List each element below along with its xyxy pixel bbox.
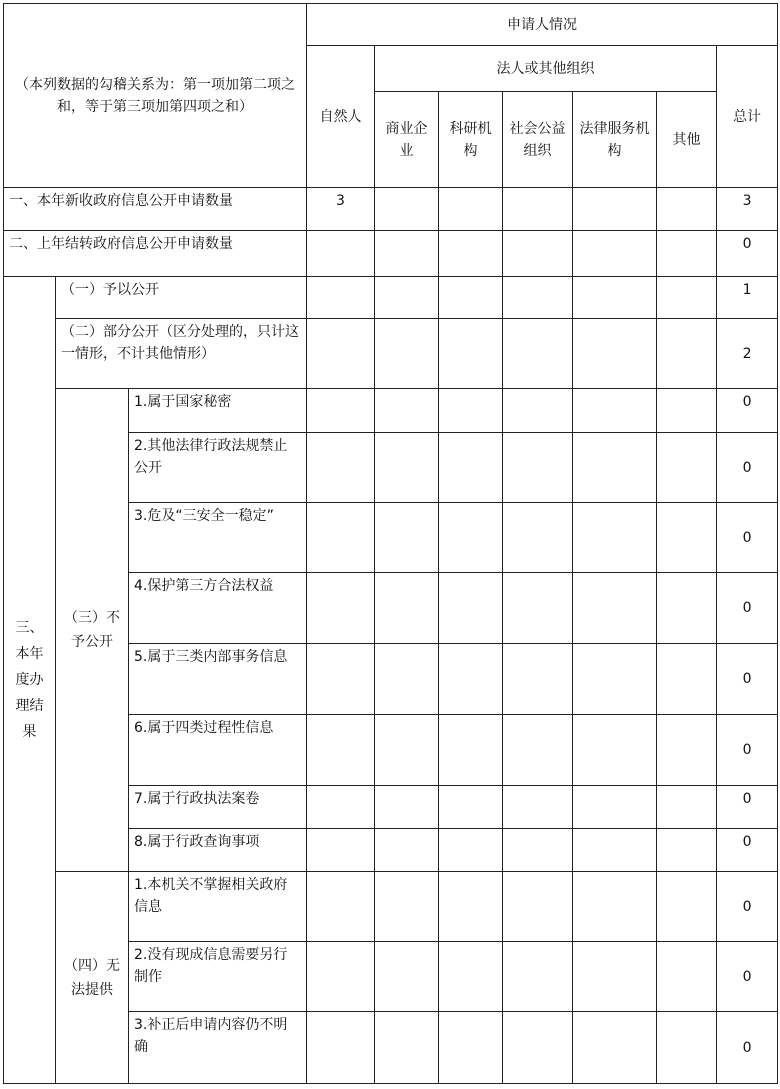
cell-total: 0 — [717, 829, 778, 872]
cell-empty — [503, 644, 573, 715]
cell-total: 2 — [717, 319, 778, 389]
cell-empty — [503, 319, 573, 389]
row-label: 一、本年新收政府信息公开申请数量 — [4, 188, 307, 231]
cell-empty — [503, 231, 573, 277]
cell-empty — [375, 573, 439, 644]
header-total: 总计 — [717, 46, 778, 188]
cell-total: 0 — [717, 433, 778, 503]
cell-empty — [307, 433, 375, 503]
cell-empty — [657, 942, 717, 1012]
cell-total: 0 — [717, 573, 778, 644]
header-research: 科研机构 — [439, 92, 503, 188]
cell-empty — [439, 389, 503, 433]
cell-empty — [573, 942, 657, 1012]
cell-total: 0 — [717, 942, 778, 1012]
cell-empty — [503, 277, 573, 319]
row-label: （二）部分公开（区分处理的，只计这一情形，不计其他情形） — [56, 319, 307, 389]
header-applicant: 申请人情况 — [307, 4, 778, 46]
cell-empty — [573, 433, 657, 503]
cell-empty — [503, 715, 573, 786]
cell-empty — [439, 503, 503, 573]
cell-empty — [307, 644, 375, 715]
row-label: 7.属于行政执法案卷 — [129, 786, 307, 829]
cell-empty — [375, 829, 439, 872]
cell-total: 1 — [717, 277, 778, 319]
cell-total: 0 — [717, 872, 778, 942]
cell-total: 0 — [717, 644, 778, 715]
cell-empty — [503, 942, 573, 1012]
cell-empty — [657, 786, 717, 829]
cell-empty — [439, 277, 503, 319]
cell-empty — [573, 188, 657, 231]
row-label: 2.没有现成信息需要另行制作 — [129, 942, 307, 1012]
cell-empty — [439, 433, 503, 503]
cell-empty — [439, 942, 503, 1012]
cell-empty — [503, 503, 573, 573]
cell-empty — [573, 786, 657, 829]
cell-total: 0 — [717, 503, 778, 573]
cell-empty — [573, 389, 657, 433]
row-label: 二、上年结转政府信息公开申请数量 — [4, 231, 307, 277]
cell-empty — [375, 503, 439, 573]
header-legal-org: 法人或其他组织 — [375, 46, 717, 92]
cell-empty — [307, 872, 375, 942]
cell-empty — [573, 573, 657, 644]
cell-empty — [573, 872, 657, 942]
cell-empty — [307, 503, 375, 573]
row-label: 1.属于国家秘密 — [129, 389, 307, 433]
cell-empty — [439, 1012, 503, 1084]
cell-empty — [307, 715, 375, 786]
cell-empty — [439, 829, 503, 872]
cell-empty — [375, 872, 439, 942]
cell-empty — [503, 1012, 573, 1084]
cell-empty — [375, 715, 439, 786]
cell-total: 0 — [717, 389, 778, 433]
row-label: 5.属于三类内部事务信息 — [129, 644, 307, 715]
cell-empty — [375, 433, 439, 503]
cell-natural: 3 — [307, 188, 375, 231]
header-natural-person: 自然人 — [307, 46, 375, 188]
cell-empty — [307, 573, 375, 644]
row-label: 3.补正后申请内容仍不明确 — [129, 1012, 307, 1084]
cell-empty — [573, 503, 657, 573]
cell-empty — [375, 942, 439, 1012]
cell-empty — [657, 433, 717, 503]
row-label: 6.属于四类过程性信息 — [129, 715, 307, 786]
cell-empty — [375, 644, 439, 715]
row-label: 8.属于行政查询事项 — [129, 829, 307, 872]
row-label: 4.保护第三方合法权益 — [129, 573, 307, 644]
row-label: 1.本机关不掌握相关政府信息 — [129, 872, 307, 942]
header-commercial: 商业企业 — [375, 92, 439, 188]
cell-empty — [573, 1012, 657, 1084]
cell-empty — [657, 389, 717, 433]
section3-label: 三、本年度办理结果 — [4, 277, 56, 1084]
cell-empty — [307, 277, 375, 319]
cell-empty — [307, 786, 375, 829]
cell-empty — [573, 829, 657, 872]
cell-empty — [307, 389, 375, 433]
cell-empty — [307, 942, 375, 1012]
cell-empty — [503, 188, 573, 231]
cell-empty — [573, 231, 657, 277]
cell-empty — [439, 644, 503, 715]
cell-empty — [375, 188, 439, 231]
cell-empty — [657, 503, 717, 573]
cell-empty — [503, 389, 573, 433]
cell-empty — [307, 319, 375, 389]
header-social: 社会公益组织 — [503, 92, 573, 188]
cell-empty — [573, 277, 657, 319]
cell-empty — [307, 231, 375, 277]
cell-empty — [439, 573, 503, 644]
cell-empty — [657, 188, 717, 231]
cell-empty — [573, 644, 657, 715]
cell-empty — [439, 319, 503, 389]
header-other: 其他 — [657, 92, 717, 188]
cell-empty — [657, 573, 717, 644]
cell-empty — [503, 433, 573, 503]
cell-empty — [439, 872, 503, 942]
cell-empty — [573, 715, 657, 786]
group-3d-label: （四）无法提供 — [56, 872, 129, 1084]
cell-empty — [439, 715, 503, 786]
cell-empty — [375, 231, 439, 277]
cell-empty — [375, 389, 439, 433]
cell-total: 0 — [717, 715, 778, 786]
cell-empty — [657, 319, 717, 389]
row-label: （一）予以公开 — [56, 277, 307, 319]
cell-empty — [573, 319, 657, 389]
cell-empty — [375, 1012, 439, 1084]
cell-empty — [503, 872, 573, 942]
cell-empty — [657, 1012, 717, 1084]
cell-empty — [307, 829, 375, 872]
cell-total: 3 — [717, 188, 778, 231]
cell-empty — [657, 829, 717, 872]
cell-empty — [439, 786, 503, 829]
cell-total: 0 — [717, 1012, 778, 1084]
cell-empty — [307, 1012, 375, 1084]
cell-empty — [503, 786, 573, 829]
cell-empty — [657, 715, 717, 786]
cell-empty — [657, 872, 717, 942]
cell-empty — [439, 188, 503, 231]
cell-empty — [375, 319, 439, 389]
cell-empty — [657, 231, 717, 277]
cell-empty — [439, 231, 503, 277]
cell-empty — [503, 573, 573, 644]
cell-total: 0 — [717, 231, 778, 277]
cell-empty — [657, 277, 717, 319]
cell-empty — [503, 829, 573, 872]
cell-empty — [657, 644, 717, 715]
cell-empty — [375, 786, 439, 829]
header-legal-service: 法律服务机构 — [573, 92, 657, 188]
row-label: 3.危及“三安全一稳定” — [129, 503, 307, 573]
cell-total: 0 — [717, 786, 778, 829]
group-3c-label: （三）不予公开 — [56, 389, 129, 872]
row-label: 2.其他法律行政法规禁止公开 — [129, 433, 307, 503]
cell-empty — [375, 277, 439, 319]
header-note: （本列数据的勾稽关系为：第一项加第二项之和，等于第三项加第四项之和） — [4, 4, 307, 188]
disclosure-table — [3, 3, 778, 1084]
